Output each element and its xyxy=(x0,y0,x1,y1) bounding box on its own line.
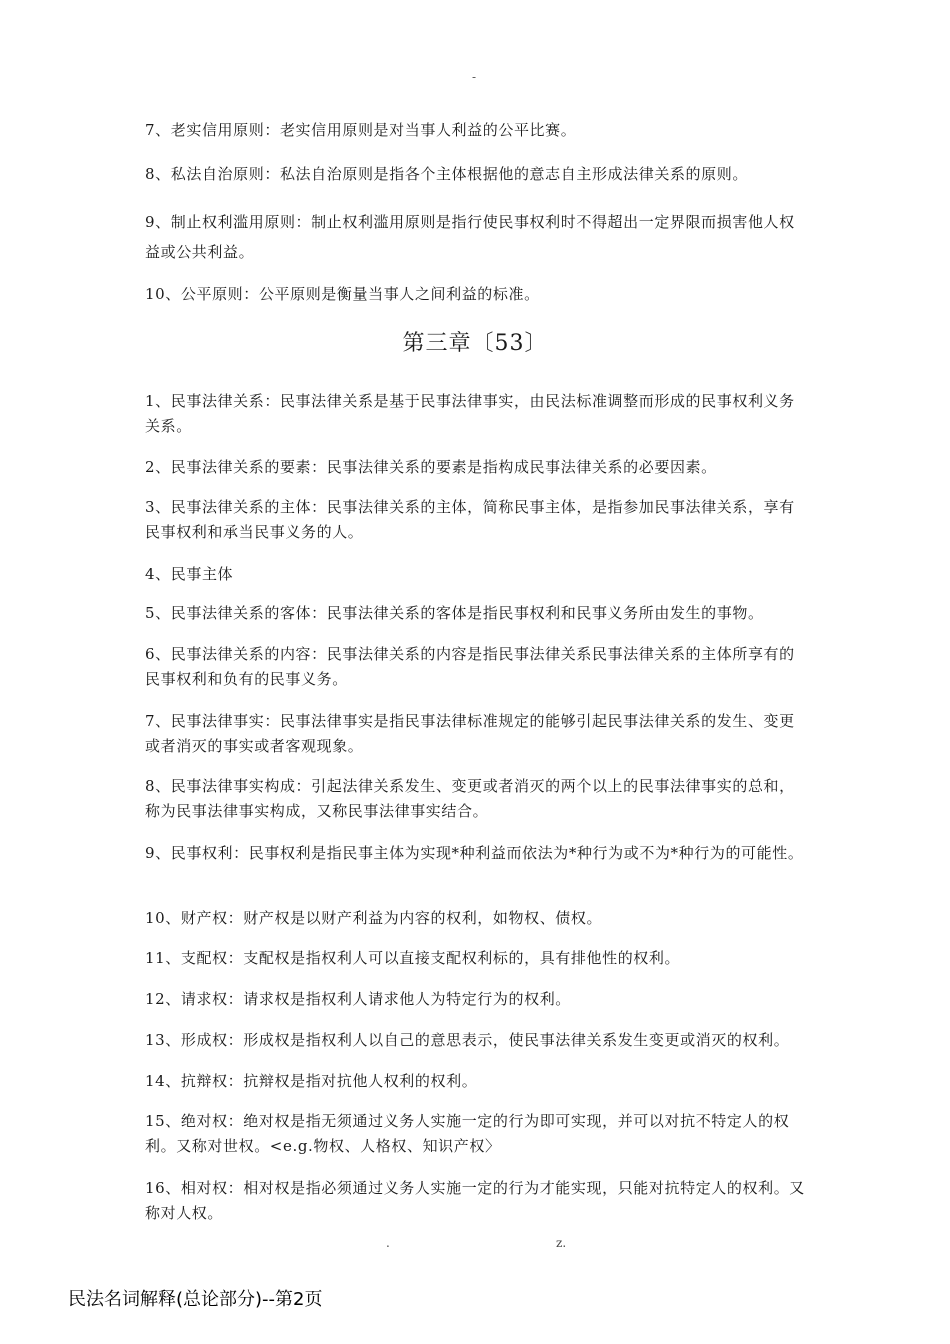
paragraph-item-9: 9、民事权利：民事权利是指民事主体为实现*种利益而依法为*种行为或不为*种行为的可能性。 xyxy=(145,844,804,862)
paragraph-item-8: 8、民事法律事实构成：引起法律关系发生、变更或者消灭的两个以上的民事法律事实的总和，称为民事法律事实构成，又称民事法律事实结合。 xyxy=(145,777,795,820)
paragraph-item-5: 5、民事法律关系的客体：民事法律关系的客体是指民事权利和民事义务所由发生的事物。 xyxy=(145,604,764,622)
paragraph-item-6: 6、民事法律关系的内容：民事法律关系的内容是指民事法律关系民事法律关系的主体所享有的民事权利和负有的民事义务。 xyxy=(145,645,795,688)
paragraph-before-9: 9、制止权利滥用原则：制止权利滥用原则是指行使民事权利时不得超出一定界限而损害他人权益或公共利益。 xyxy=(145,213,795,261)
footer-right-mark: z. xyxy=(556,1236,567,1250)
paragraph-item-1: 1、民事法律关系：民事法律关系是基于民事法律事实，由民法标准调整而形成的民事权利义务关系。 xyxy=(145,392,795,435)
paragraph-item-7: 7、民事法律事实：民事法律事实是指民事法律标准规定的能够引起民事法律关系的发生、变更或者消灭的事实或者客观现象。 xyxy=(145,712,795,755)
paragraph-before-8: 8、私法自治原则：私法自治原则是指各个主体根据他的意志自主形成法律关系的原则。 xyxy=(145,165,748,183)
paragraph-before-10: 10、公平原则：公平原则是衡量当事人之间利益的标准。 xyxy=(145,285,540,303)
page-caption: 民法名词解释(总论部分)--第2页 xyxy=(68,1289,323,1310)
footer-left-mark: . xyxy=(386,1236,390,1250)
paragraph-item-3: 3、民事法律关系的主体：民事法律关系的主体，简称民事主体，是指参加民事法律关系，享有民事权利和承当民事义务的人。 xyxy=(145,498,795,541)
paragraph-item-16: 16、相对权：相对权是指必须通过义务人实施一定的行为才能实现，只能对抗特定人的权利。又称对人权。 xyxy=(145,1179,805,1222)
paragraph-item-11: 11、支配权：支配权是指权利人可以直接支配权利标的，具有排他性的权利。 xyxy=(145,949,681,967)
paragraph-item-13: 13、形成权：形成权是指权利人以自己的意思表示，使民事法律关系发生变更或消灭的权利。 xyxy=(145,1031,790,1049)
paragraph-item-14: 14、抗辩权：抗辩权是指对抗他人权利的权利。 xyxy=(145,1072,478,1090)
paragraph-item-2: 2、民事法律关系的要素：民事法律关系的要素是指构成民事法律关系的必要因素。 xyxy=(145,458,717,476)
paragraph-item-12: 12、请求权：请求权是指权利人请求他人为特定行为的权利。 xyxy=(145,990,571,1008)
header-mark: - xyxy=(472,70,477,84)
paragraph-item-4: 4、民事主体 xyxy=(145,565,234,583)
paragraph-item-15: 15、绝对权：绝对权是指无须通过义务人实施一定的行为即可实现，并可以对抗不特定人的权利。又称对世权。<e.g.物权、人格权、知识产权〉 xyxy=(145,1112,790,1155)
chapter-title: 第三章〔53〕 xyxy=(402,331,548,356)
paragraph-before-7: 7、老实信用原则：老实信用原则是对当事人利益的公平比赛。 xyxy=(145,121,577,139)
paragraph-item-10: 10、财产权：财产权是以财产利益为内容的权利，如物权、债权。 xyxy=(145,909,603,927)
